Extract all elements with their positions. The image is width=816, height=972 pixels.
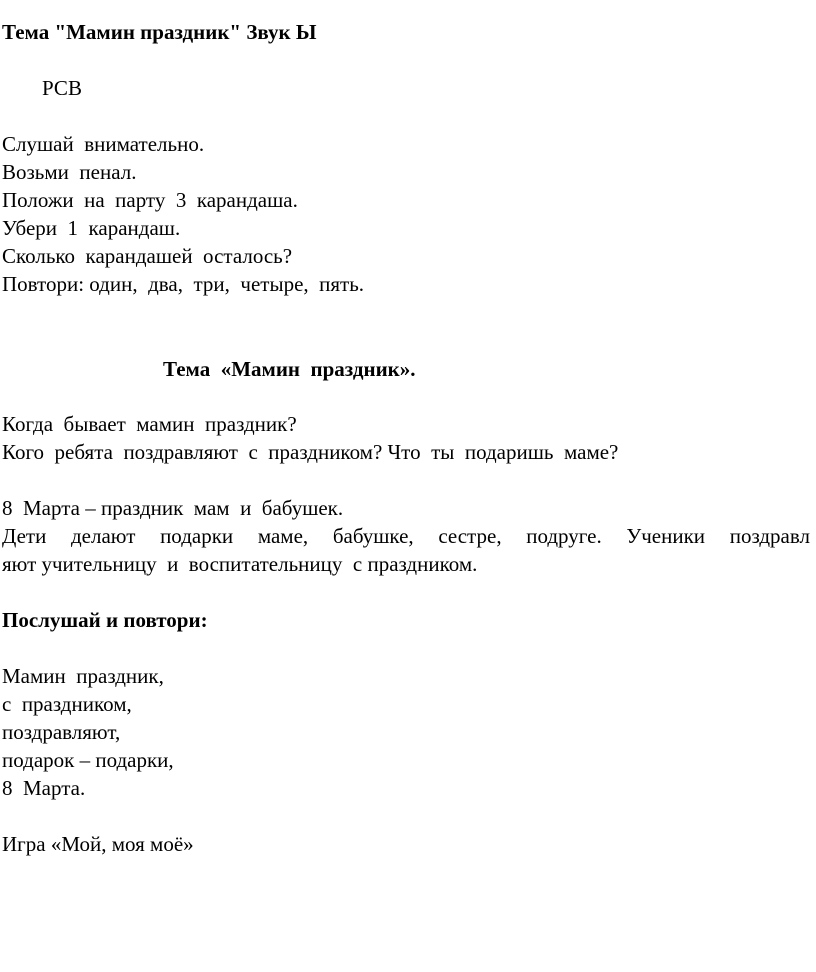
instruction-line: Положи на парту 3 карандаша. <box>2 188 298 212</box>
practice-heading: Послушай и повтори: <box>2 608 208 632</box>
practice-word: Мамин праздник, <box>2 664 164 688</box>
practice-word: с праздником, <box>2 692 132 716</box>
practice-word: поздравляют, <box>2 720 121 744</box>
paragraph-line: Дети делают подарки маме, бабушке, сестре, подруге. Ученики поздравл <box>2 524 810 548</box>
practice-word: подарок – подарки, <box>2 748 174 772</box>
instruction-line: Убери 1 карандаш. <box>2 216 181 240</box>
game-label: Игра «Мой, моя моё» <box>2 832 194 856</box>
instruction-line: Повтори: один, два, три, четыре, пять. <box>2 272 365 296</box>
instruction-line: Возьми пенал. <box>2 160 137 184</box>
practice-word: 8 Марта. <box>2 776 86 800</box>
paragraph-line: 8 Марта – праздник мам и бабушек. <box>2 496 344 520</box>
paragraph-line: яют учительницу и воспитательницу с праздником. <box>2 552 478 576</box>
instruction-line: Сколько карандашей осталось? <box>2 244 293 268</box>
question-line: Кого ребята поздравляют с праздником? Что ты подаришь маме? <box>2 440 619 464</box>
subtitle: РСВ <box>42 76 82 100</box>
question-line: Когда бывает мамин праздник? <box>2 412 297 436</box>
topic-heading: Тема «Мамин праздник». <box>163 357 416 381</box>
instruction-line: Слушай внимательно. <box>2 132 205 156</box>
page-title: Тема "Мамин праздник" Звук Ы <box>2 20 317 44</box>
